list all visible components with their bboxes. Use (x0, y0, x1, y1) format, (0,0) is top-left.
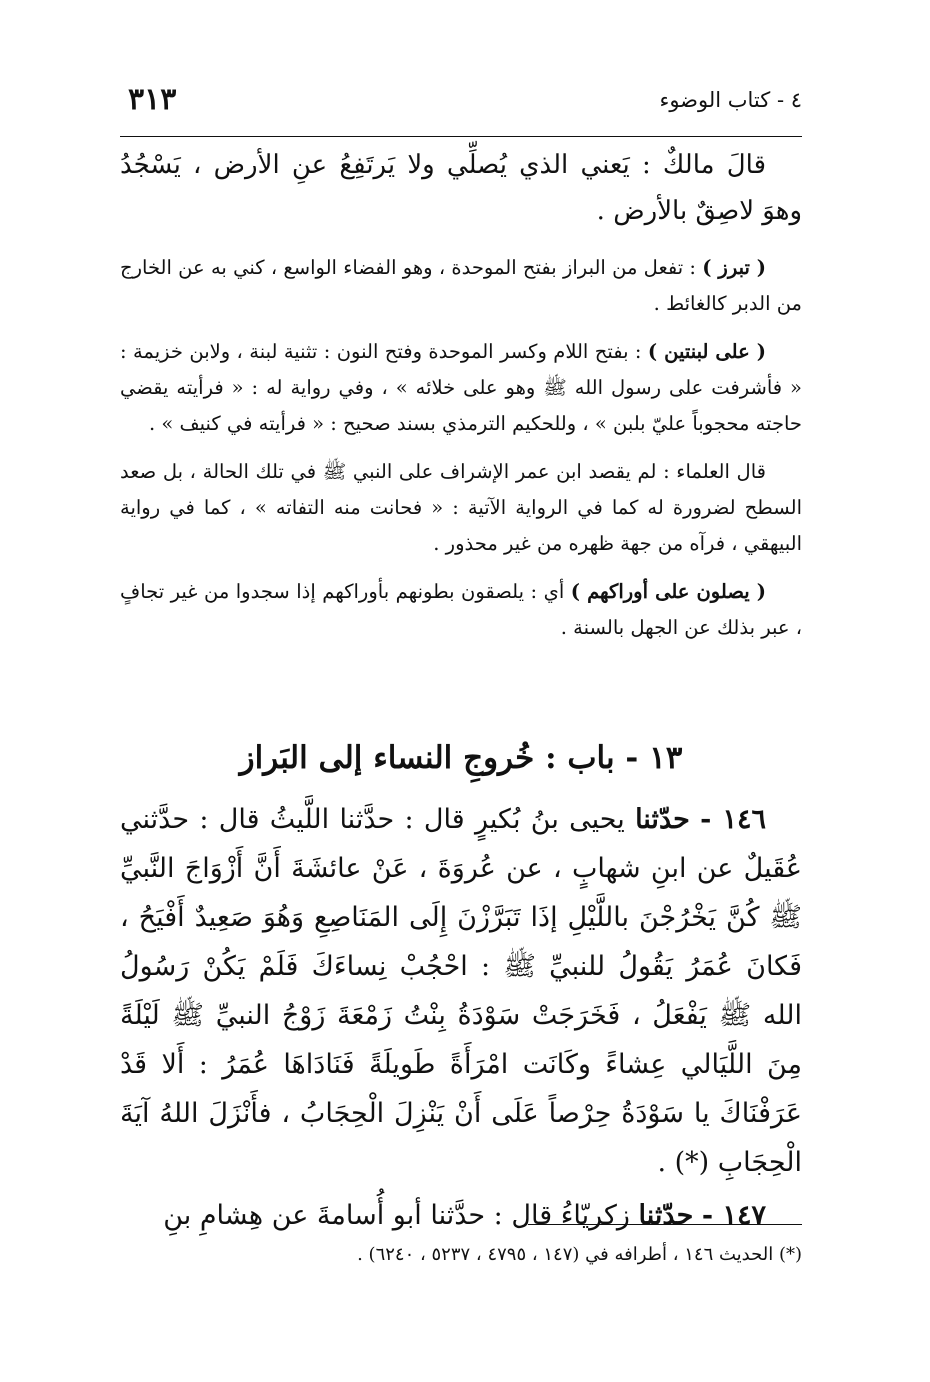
commentary-text: : تفعل من البراز بفتح الموحدة ، وهو الفضاء الواسع ، كني به عن الخارج من الدبر كالغائط . (120, 256, 802, 315)
commentary-paragraph (120, 250, 802, 322)
hadith-lead-word: حدّثنا (635, 804, 690, 835)
hadith-paragraph (120, 1191, 802, 1240)
hadith-number: ١٤٦ - (700, 804, 766, 835)
footnote: (*) الحديث ١٤٦ ، أطرافه في (١٤٧ ، ٤٧٩٥ ، ٥٢٣٧ ، ٦٢٤٠) . (357, 1244, 802, 1265)
commentary-text: أي : يلصقون بطونهم بأوراكهم إذا سجدوا من غير تجافٍ ، عبر بذلك عن الجهل بالسنة . (120, 580, 802, 639)
page-number: ٣١٣ (128, 82, 177, 117)
malik-comment-paragraph: قالَ مالكٌ : يَعني الذي يُصلِّي ولا يَرتَفِعُ عنِ الأرض ، يَسْجُدُ وهوَ لاصِقٌ بالأرض . (120, 150, 802, 226)
commentary-text: : بفتح اللام وكسر الموحدة وفتح النون : تثنية لبنة ، ولابن خزيمة : « فأشرفت على رسول الله ﷺ وهو على خلائه » ، وفي رواية له : « فرأيته يقضي حاجته محجوباً عليّ بلبن » ، وللحكيم الترمذي بسند صحيح : « فرأيته في كنيف » . (120, 340, 802, 435)
chapter-heading: ١٣ - باب : خُروجِ النساء إلى البَراز (239, 740, 683, 776)
hadith-paragraph (120, 795, 802, 1187)
commentary-paragraph (120, 334, 802, 442)
commentary-lead-term: ( يصلون على أوراكهم ) (570, 580, 766, 603)
hadith-lead-word: حدّثنا (638, 1200, 694, 1231)
main-text-top (120, 142, 802, 234)
hadith-text: يحيى بنُ بُكيرٍ قال : حدَّثنا اللَّيثُ قال : حدَّثني عُقَيلٌ عن ابنِ شهابٍ ، عن عُروَةَ ، عَنْ عائشَةَ أَنَّ أَزْوَاجَ النَّبيِّ ﷺ كُنَّ يَخْرُجْنَ باللَّيْلِ إذَا تَبَرَّزْنَ إِلَى المَنَاصِعِ وَهُوَ صَعِيدٌ أَفْيَحُ ، فَكانَ عُمَرُ يَقُولُ للنبيِّ ﷺ : احْجُبْ نِساءَكَ فَلَمْ يَكُنْ رَسُولُ الله ﷺ يَفْعَلُ ، فَخَرَجَتْ سَوْدَةُ بِنْتُ زَمْعَةَ زَوْجُ النبيِّ ﷺ لَيْلَةً مِنَ اللَّيَالي عِشاءً وكَانَت امْرَأَةً طَويلَةً فَنَادَاهَا عُمَرُ : أَلا قَدْ عَرَفْنَاكَ يا سَوْدَةُ حِرْصاً عَلَى أَنْ يَنْزِلَ الْحِجَابُ ، فأَنْزَلَ اللهُ آيَةَ الْحِجَابِ (*) . (120, 804, 802, 1178)
commentary-text: قال العلماء : لم يقصد ابن عمر الإشراف على النبي ﷺ في تلك الحالة ، بل صعد السطح لضرورة له كما في الرواية الآتية : « فحانت منه التفاته » ، كما في رواية البيهقي ، فرآه من جهة ظهره من غير محذور . (120, 460, 802, 555)
commentary-paragraph (120, 574, 802, 646)
commentary-lead-term: ( تبرز ) (702, 256, 766, 279)
commentary-lead-term: ( على لبنتين ) (647, 340, 766, 363)
commentary-section (120, 250, 802, 658)
footnote-divider (528, 1224, 802, 1225)
page-header (120, 78, 802, 137)
hadith-number: ١٤٧ - (701, 1200, 766, 1231)
running-chapter-title: ٤ - كتاب الوضوء (659, 88, 802, 112)
commentary-paragraph (120, 454, 802, 562)
hadith-section (120, 795, 802, 1240)
hadith-text: زكريّاءُ قال : حدَّثنا أبو أُسامةَ عن هِشامِ بنِ (163, 1200, 639, 1231)
